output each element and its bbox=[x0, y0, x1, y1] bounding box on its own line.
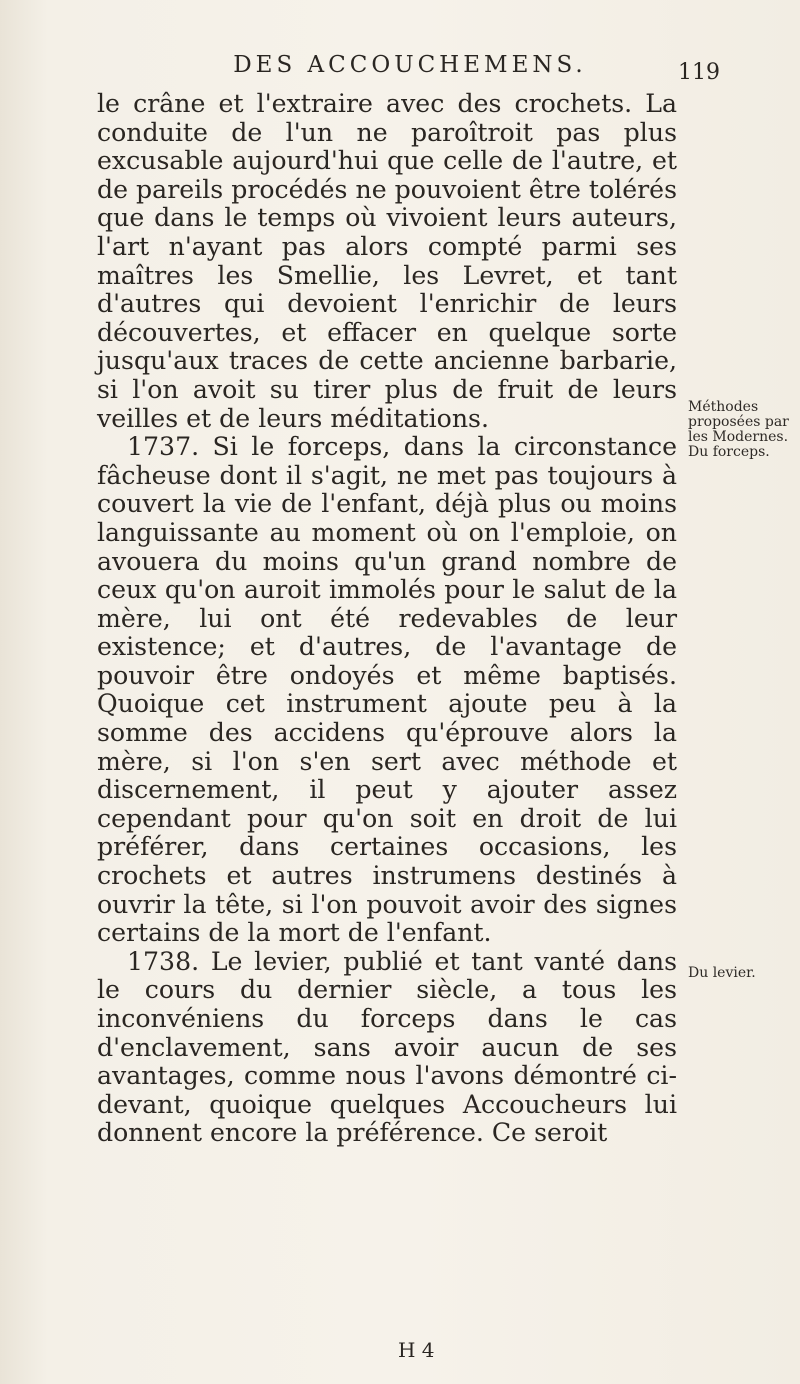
text-column bbox=[97, 90, 677, 1148]
paragraph-1: le crâne et l'extraire avec des crochets. La conduite de l'un ne paroîtroit pas plus excusable aujourd'hui que celle de l'autre, et de pareils procédés ne pouvoient être tolérés que dans le temps où vivoient leurs auteurs, l'art n'ayant pas alors compté parmi ses maîtres les Smellie, les Levret, et tant d'autres qui devoient l'enrichir de leurs découvertes, et effacer en quelque sorte jusqu'aux traces de cette ancienne barbarie, si l'on avoit su tirer plus de fruit de leurs veilles et de leurs méditations. bbox=[97, 89, 677, 433]
paragraph-2: 1737. Si le forceps, dans la circonstance fâcheuse dont il s'agit, ne met pas toujours à couvert la vie de l'enfant, déjà plus ou moins languissante au moment où on l'emploie, on avouera du moins qu'un grand nombre de ceux qu'on auroit immolés pour le salut de la mère, lui ont été redevables de leur existence; et d'autres, de l'avantage de pouvoir être ondoyés et même baptisés. Quoique cet instrument ajoute peu à la somme des accidens qu'éprouve alors la mère, si l'on s'en sert avec méthode et discernement, il peut y ajouter assez cependant pour qu'on soit en droit de lui préférer, dans certaines occasions, les crochets et autres instrumens destinés à ouvrir la tête, si l'on pouvoit avoir des signes certains de la mort de l'enfant. bbox=[97, 432, 677, 948]
paragraph-3: 1738. Le levier, publié et tant vanté dans le cours du dernier siècle, a tous les inconvéniens du forceps dans le cas d'enclavement, sans avoir aucun de ses avantages, comme nous l'avons démontré ci-devant, quoique quelques Accoucheurs lui donnent encore la préférence. Ce seroit bbox=[97, 946, 677, 1148]
running-title: DES ACCOUCHEMENS. bbox=[233, 52, 587, 78]
signature-mark: H 4 bbox=[398, 1338, 435, 1362]
margin-note-levier: Du levier. bbox=[688, 965, 756, 981]
margin-note-forceps: Méthodes proposées par les Modernes. Du forceps. bbox=[688, 399, 789, 460]
page-number: 119 bbox=[678, 60, 720, 85]
